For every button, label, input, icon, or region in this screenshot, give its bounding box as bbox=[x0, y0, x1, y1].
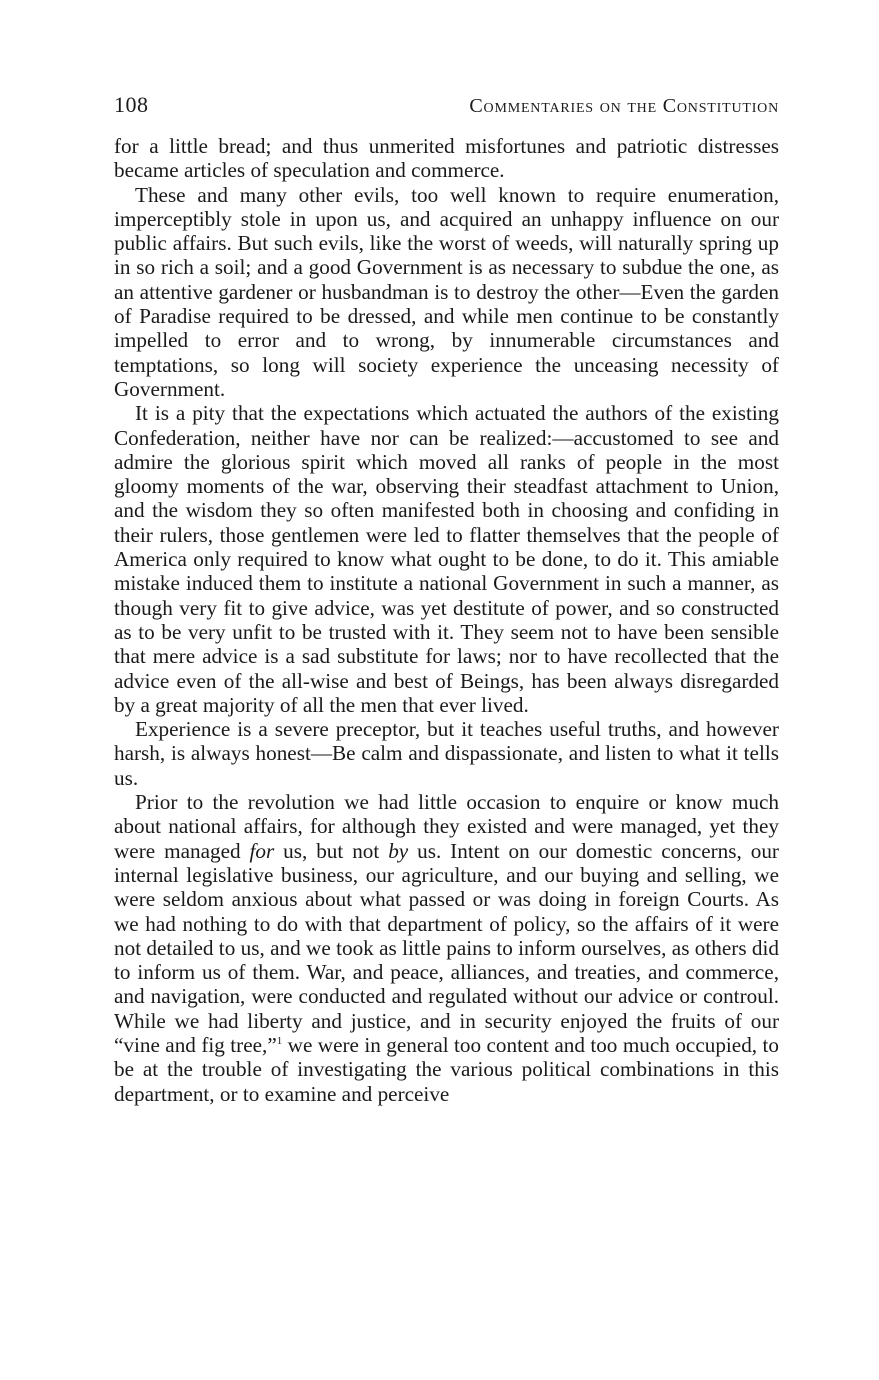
paragraph-5-text: us. Intent on our domestic concerns, our internal legislative business, our agriculture, and our buying and selling, we were seldom anxious about what passed or was doing in foreign Courts. As we had nothing to do with that department of policy, so the affairs of it were not detailed to us, and we took as little pains to inform ourselves, as others did to inform us of them. War, and peace, alliances, and treaties, and commerce, and navigation, were conducted and regulated without our advice or controul. While we had liberty and justice, and in security enjoyed the fruits of our “vine and fig tree,” bbox=[114, 838, 779, 1057]
italic-word-by: by bbox=[388, 838, 409, 863]
running-title: Commentaries on the Constitution bbox=[469, 95, 779, 117]
paragraph-3: It is a pity that the expectations which actuated the authors of the existing Confederation, neither have nor can be realized:—accustomed to see and admire the glorious spirit which moved all ranks of people in the most gloomy moments of the war, observing their steadfast attachment to Union, and the wisdom they so often manifested both in choosing and confiding in their rulers, those gentlemen were led to flatter themselves that the people of America only required to know what ought to be done, to do it. This amiable mistake induced them to institute a national Government in such a manner, as though very fit to give advice, was yet destitute of power, and so constructed as to be very unfit to be trusted with it. They seem not to have been sensible that mere advice is a sad substitute for laws; nor to have recollected that the advice even of the all-wise and best of Beings, has been always disregarded by a great majority of all the men that ever lived. bbox=[114, 401, 779, 717]
paragraph-2: These and many other evils, too well known to require enumeration, imperceptibly stole in upon us, and acquired an unhappy influence on our public affairs. But such evils, like the worst of weeds, will naturally spring up in so rich a soil; and a good Government is as necessary to subdue the one, as an attentive gardener or husbandman is to destroy the other—Even the garden of Paradise required to be dressed, and while men continue to be constantly impelled to error and to wrong, by innumerable circumstances and temptations, so long will society experience the unceasing necessity of Government. bbox=[114, 182, 779, 401]
paragraph-5-text: Prior to the revolution we had little occasion to enquire or know much about national affairs, for although they existed and were managed, yet they were managed bbox=[114, 790, 779, 863]
paragraph-5-text: we were in general too content and too much occupied, to be at the trouble of investigating the various political combinations in this department, or to examine and perceive bbox=[114, 1032, 779, 1106]
paragraph-1: for a little bread; and thus unmerited misfortunes and patriotic distresses became articles of speculation and commerce. bbox=[114, 134, 779, 183]
paragraph-4: Experience is a severe preceptor, but it teaches useful truths, and however harsh, is always honest—Be calm and dispassionate, and listen to what it tells us. bbox=[114, 717, 779, 790]
paragraph-5 bbox=[114, 790, 779, 1106]
italic-word-for: for bbox=[249, 838, 275, 863]
body-text bbox=[114, 134, 779, 1106]
page-number: 108 bbox=[114, 92, 149, 117]
paragraph-5-text: us, but not bbox=[274, 838, 389, 863]
running-head bbox=[114, 92, 779, 128]
footnote-marker[interactable]: 1 bbox=[276, 1034, 283, 1047]
book-page bbox=[114, 92, 779, 1106]
